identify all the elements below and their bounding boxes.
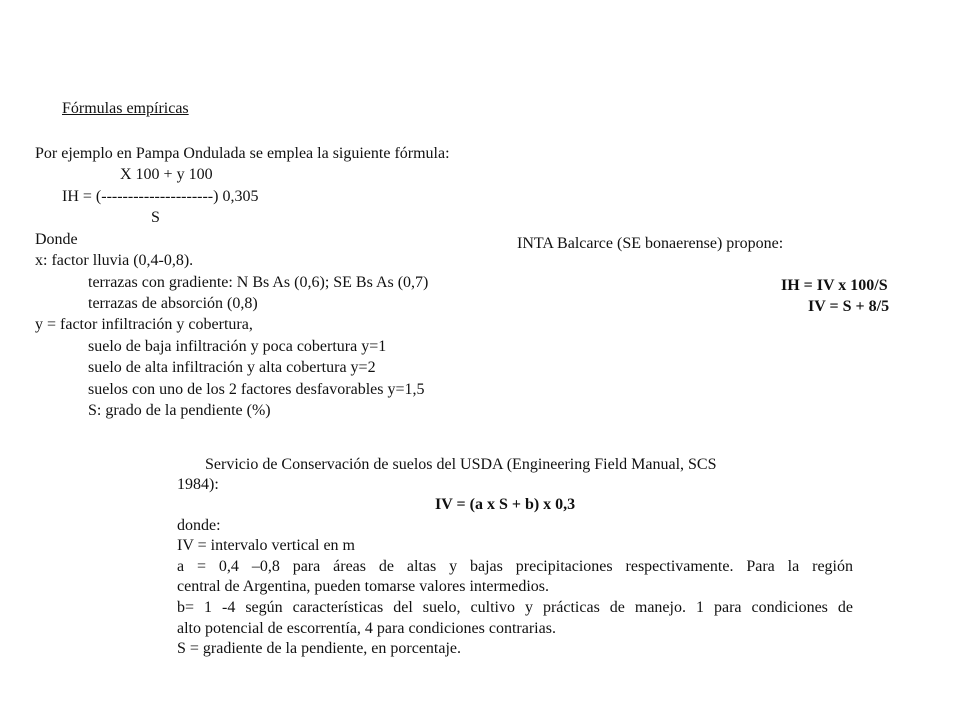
inta-intro: INTA Balcarce (SE bonaerense) propone: <box>517 235 784 252</box>
formula-main: IH = (---------------------) 0,305 <box>62 188 259 205</box>
x-item-gradiente: terrazas con gradiente: N Bs As (0,6); SE Bs As (0,7) <box>88 274 429 291</box>
formula-numerator: X 100 + y 100 <box>120 166 213 183</box>
y-item-alta: suelo de alta infiltración y alta cobertura y=2 <box>88 359 376 376</box>
usda-s-definition: S = gradiente de la pendiente, en porcentaje. <box>177 640 462 657</box>
usda-line-1: Servicio de Conservación de suelos del USDA (Engineering Field Manual, SCS <box>205 456 717 473</box>
usda-donde-label: donde: <box>177 517 221 534</box>
usda-line-2: 1984): <box>177 476 219 493</box>
inta-formula-iv: IV = S + 8/5 <box>808 298 890 315</box>
y-item-mixto: suelos con uno de los 2 factores desfavorables y=1,5 <box>88 381 425 398</box>
intro-text: Por ejemplo en Pampa Ondulada se emplea la siguiente fórmula: <box>35 145 450 162</box>
usda-formula: IV = (a x S + b) x 0,3 <box>435 496 576 513</box>
usda-b-definition-line-2: alto potencial de escorrentía, 4 para condiciones contrarias. <box>177 620 556 637</box>
inta-formula-ih: IH = IV x 100/S <box>781 277 888 294</box>
usda-a-definition-line-1: a = 0,4 –0,8 para áreas de altas y bajas precipitaciones respectivamente. Para la región <box>177 558 853 575</box>
section-heading: Fórmulas empíricas <box>62 100 189 117</box>
s-definition: S: grado de la pendiente (%) <box>88 402 271 419</box>
formula-denominator: S <box>151 209 160 226</box>
x-item-absorcion: terrazas de absorción (0,8) <box>88 295 258 312</box>
y-item-baja: suelo de baja infiltración y poca cobertura y=1 <box>88 338 387 355</box>
usda-iv-definition: IV = intervalo vertical en m <box>177 537 355 554</box>
usda-b-definition-line-1: b= 1 -4 según características del suelo, cultivo y prácticas de manejo. 1 para condiciones de <box>177 599 853 616</box>
y-definition: y = factor infiltración y cobertura, <box>35 316 253 333</box>
usda-a-definition-line-2: central de Argentina, pueden tomarse valores intermedios. <box>177 578 550 595</box>
donde-label: Donde <box>35 231 78 248</box>
x-definition: x: factor lluvia (0,4-0,8). <box>35 252 194 269</box>
